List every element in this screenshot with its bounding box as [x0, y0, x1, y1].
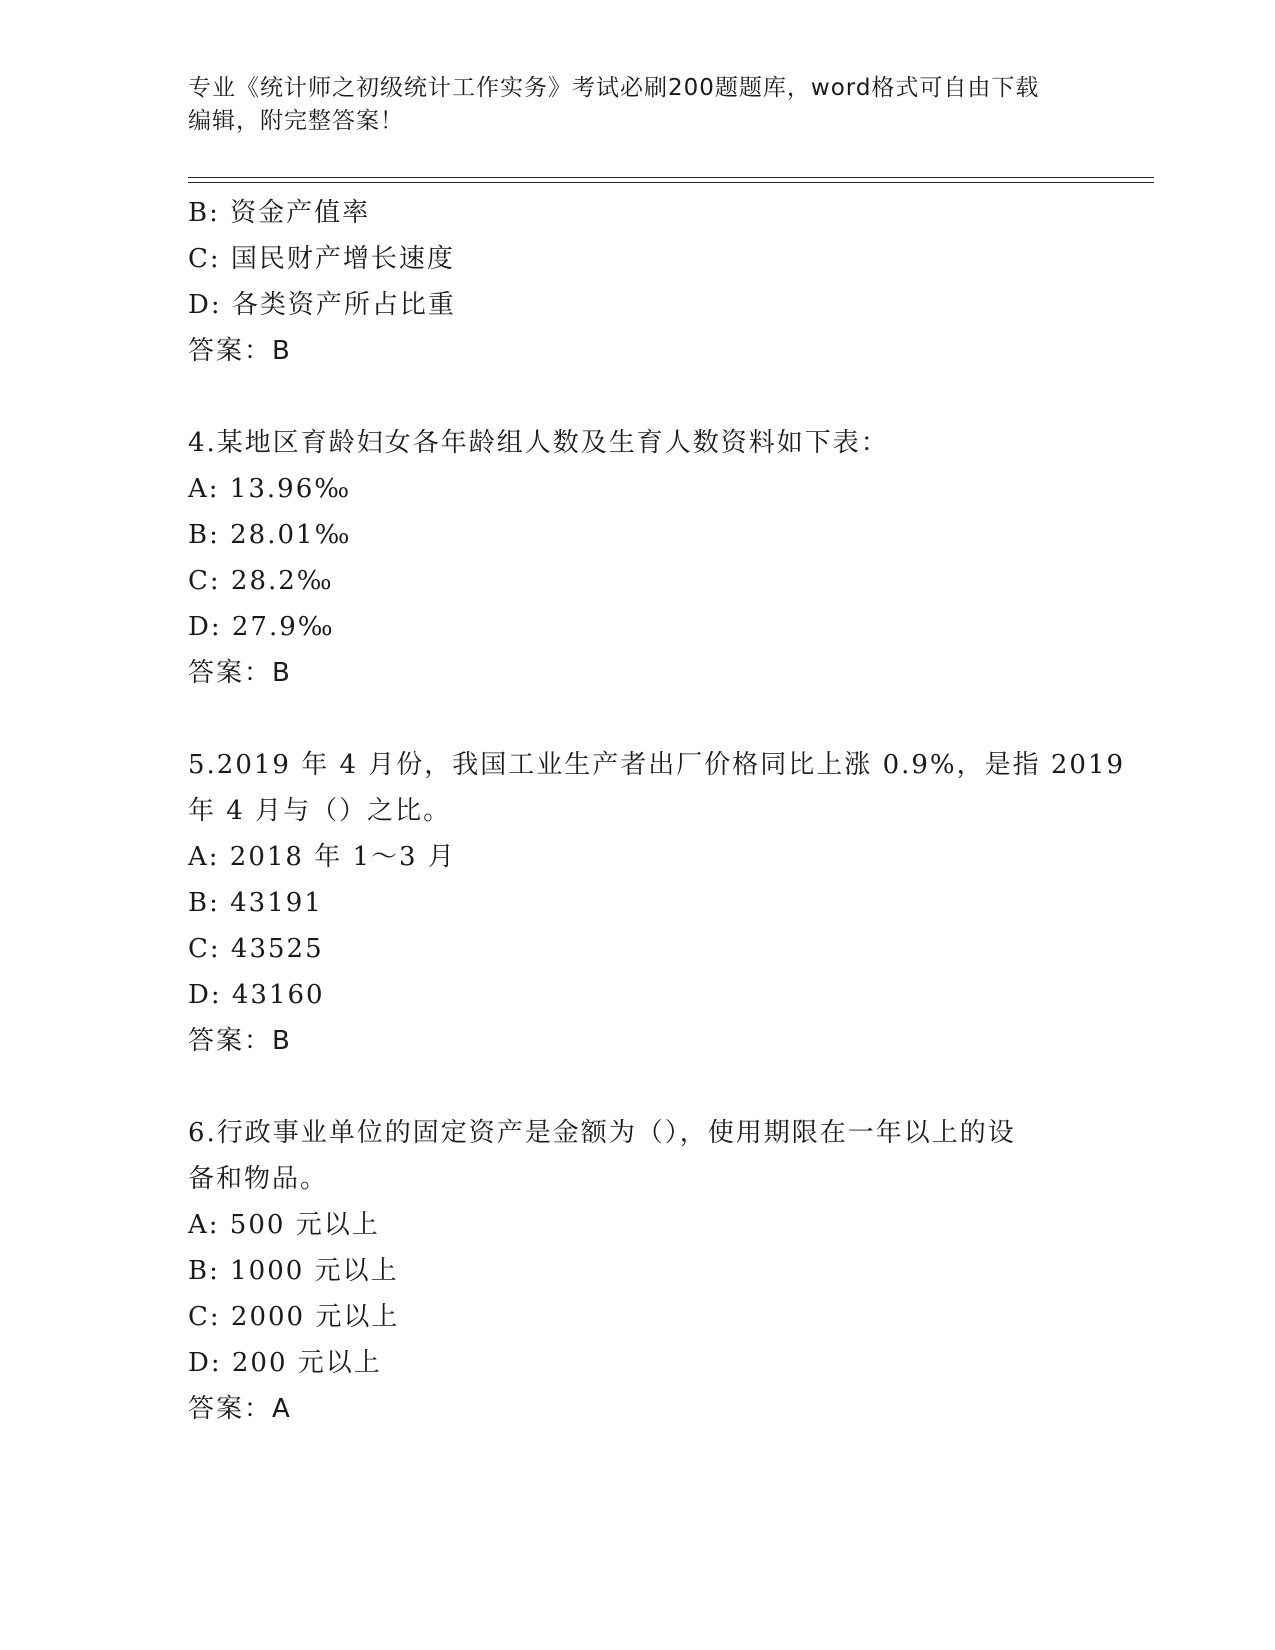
- spacer: [188, 374, 1108, 420]
- spacer: [188, 696, 1108, 742]
- answer: 答案：B: [188, 658, 292, 688]
- answer: 答案：A: [188, 1394, 292, 1424]
- question-5: [188, 742, 1126, 1064]
- option-d: D: 27.9‰: [188, 612, 335, 642]
- header-title-line-2: 编辑，附完整答案！: [188, 108, 404, 134]
- option-a: A: 2018 年 1～3 月: [188, 842, 456, 872]
- option-b: B: 28.01‰: [188, 520, 352, 550]
- document-header: [188, 72, 1088, 138]
- option-b: B: 43191: [188, 888, 323, 918]
- question-stem: 4.某地区育龄妇女各年龄组人数及生育人数资料如下表：: [188, 428, 889, 458]
- header-divider-bottom: [188, 182, 1154, 183]
- option-c: C: 2000 元以上: [188, 1302, 400, 1332]
- option-a: A: 13.96‰: [188, 474, 352, 504]
- option-d: D: 43160: [188, 980, 325, 1010]
- question-stem-line-1: 6.行政事业单位的固定资产是金额为（），使用期限在一年以上的设: [188, 1118, 1016, 1148]
- option-c: C: 国民财产增长速度: [188, 244, 455, 274]
- question-list: [188, 190, 1126, 1432]
- question-3: [188, 190, 1108, 374]
- option-b: B: 资金产值率: [188, 198, 371, 228]
- question-4: [188, 420, 1108, 696]
- option-c: C: 43525: [188, 934, 324, 964]
- spacer: [188, 1064, 1108, 1110]
- option-d: D: 各类资产所占比重: [188, 290, 456, 320]
- question-stem-line-2: 备和物品。: [188, 1164, 329, 1194]
- answer: 答案：B: [188, 1026, 292, 1056]
- answer: 答案：B: [188, 336, 292, 366]
- header-title-line-1: 专业《统计师之初级统计工作实务》考试必刷200题题库，word格式可自由下载: [188, 75, 1040, 101]
- option-a: A: 500 元以上: [188, 1210, 380, 1240]
- option-c: C: 28.2‰: [188, 566, 334, 596]
- question-stem-line-1: 5.2019 年 4 月份，我国工业生产者出厂价格同比上涨 0.9%，是指 2019: [188, 750, 1126, 780]
- question-stem-line-2: 年 4 月与（）之比。: [188, 796, 452, 826]
- option-b: B: 1000 元以上: [188, 1256, 399, 1286]
- question-6: [188, 1110, 1108, 1432]
- option-d: D: 200 元以上: [188, 1348, 382, 1378]
- header-divider-top: [188, 177, 1154, 178]
